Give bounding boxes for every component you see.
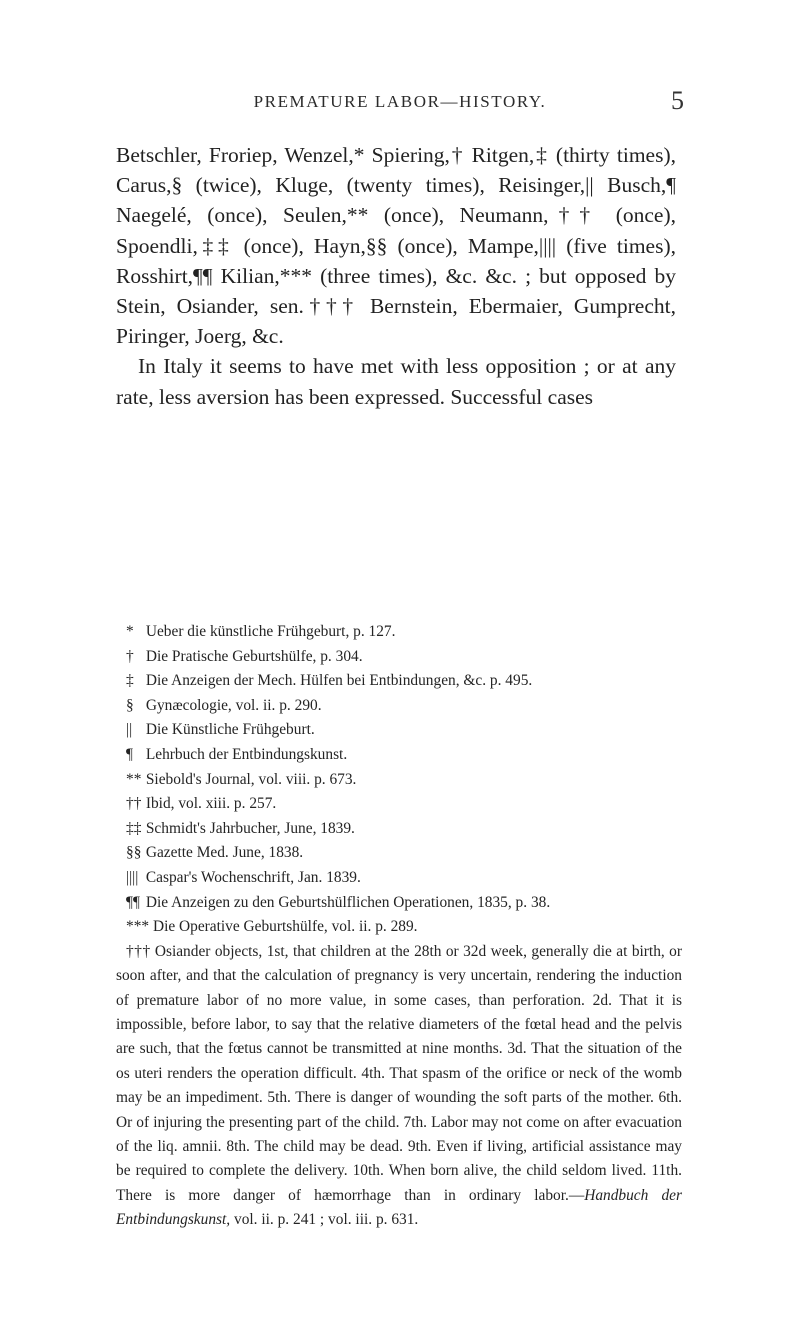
footnote-mark: † bbox=[126, 647, 134, 665]
running-title: PREMATURE LABOR—HISTORY. bbox=[253, 92, 547, 111]
footnotes bbox=[116, 620, 682, 1233]
body-text bbox=[116, 140, 676, 412]
footnote bbox=[116, 915, 682, 940]
footnote-text: Schmidt's Jahrbucher, June, 1839. bbox=[145, 819, 355, 837]
footnote bbox=[116, 718, 682, 743]
footnote-text: Caspar's Wochenschrift, Jan. 1839. bbox=[145, 868, 361, 886]
footnote bbox=[116, 669, 682, 694]
long-footnote-source: Handbuch der Entbindungskunst, bbox=[116, 1186, 682, 1229]
footnote bbox=[116, 841, 682, 866]
footnote bbox=[116, 743, 682, 768]
footnote-text: Ibid, vol. xiii. p. 257. bbox=[145, 795, 277, 813]
footnote-mark: ¶¶ bbox=[126, 893, 140, 911]
footnote bbox=[116, 645, 682, 670]
footnote-text: Die Operative Geburtshülfe, vol. ii. p. 289. bbox=[152, 918, 418, 936]
footnote-mark: ¶ bbox=[126, 745, 133, 763]
footnote-mark: †† bbox=[126, 795, 142, 813]
footnote-text: Ueber die künstliche Frühgeburt, p. 127. bbox=[145, 623, 396, 640]
footnote-mark: ** bbox=[126, 770, 142, 788]
footnote-text: Gynæcologie, vol. ii. p. 290. bbox=[145, 696, 322, 714]
page-number: 5 bbox=[671, 86, 684, 115]
footnote-text: Die Künstliche Frühgeburt. bbox=[145, 721, 315, 739]
footnote bbox=[116, 792, 682, 817]
footnote-text: Lehrbuch der Entbindungskunst. bbox=[145, 745, 348, 763]
long-footnote bbox=[116, 940, 682, 1233]
footnote bbox=[116, 620, 682, 645]
footnote-text: Die Anzeigen zu den Geburtshülflichen Operationen, 1835, p. 38. bbox=[145, 893, 551, 911]
footnote-mark: §§ bbox=[126, 844, 142, 862]
footnote bbox=[116, 817, 682, 842]
footnote-mark: || bbox=[126, 721, 133, 739]
footnote-text: Die Anzeigen der Mech. Hülfen bei Entbindungen, &c. p. 495. bbox=[145, 672, 533, 690]
footnote bbox=[116, 866, 682, 891]
footnote-text: Siebold's Journal, vol. viii. p. 673. bbox=[145, 770, 357, 788]
footnote-mark: * bbox=[126, 623, 134, 640]
footnote-mark: *** bbox=[126, 918, 150, 936]
long-footnote-text: Osiander objects, 1st, that children at the 28th or 32d week, generally die at birth, or soon after, and that the calculation of pregnancy is very uncertain, rendering the induction of premature labor of no more value, in some cases, than perforation. 2d. That it is impossible, before labor, to say that the relative diameters of the fœtal head and the pelvis are such, that the fœtus cannot be transmitted at nine months. 3d. That the situation of the os uteri renders the operation difficult. 4th. That spasm of the orifice or neck of the womb may be an impediment. 5th. There is danger of wounding the soft parts of the mother. 6th. Or of injuring the presenting part of the child. 7th. Labor may not come on after evacuation of the liq. amnii. 8th. The child may be dead. 9th. Even if living, artificial assistance may be required to complete the delivery. 10th. When born alive, the child seldom lived. 11th. There is more danger of hæmorrhage than in ordinary labor.— bbox=[116, 942, 682, 1204]
body-paragraph-2: In Italy it seems to have met with less opposition ; or at any rate, less aversion has been expressed. Successful cases bbox=[116, 354, 676, 409]
footnote-text: Gazette Med. June, 1838. bbox=[145, 844, 304, 862]
running-header bbox=[0, 86, 800, 116]
footnote bbox=[116, 768, 682, 793]
footnote bbox=[116, 891, 682, 916]
long-footnote-reference: vol. ii. p. 241 ; vol. iii. p. 631. bbox=[230, 1211, 419, 1229]
footnote-mark: |||| bbox=[126, 868, 139, 886]
footnote bbox=[116, 694, 682, 719]
footnote-mark: ††† bbox=[126, 942, 151, 960]
body-paragraph-1: Betschler, Froriep, Wenzel,* Spiering,† Ritgen,‡ (thirty times), Carus,§ (twice), Kluge, (twenty times), Reisinger,|| Busch,¶ Naegelé, (once), Seulen,** (once), Neumann,†† (once), Spoendli,‡‡ (once), Hayn,§§ (once), Mampe,|||| (five times), Rosshirt,¶¶ Kilian,*** (three times), &c. &c. ; but opposed by Stein, Osiander, sen.††† Bernstein, Ebermaier, Gumprecht, Piringer, Joerg, &c. bbox=[116, 143, 676, 349]
footnote-mark: ‡ bbox=[126, 672, 134, 690]
footnote-mark: ‡‡ bbox=[126, 819, 142, 837]
footnote-text: Die Pratische Geburtshülfe, p. 304. bbox=[145, 647, 363, 665]
footnote-mark: § bbox=[126, 696, 134, 714]
